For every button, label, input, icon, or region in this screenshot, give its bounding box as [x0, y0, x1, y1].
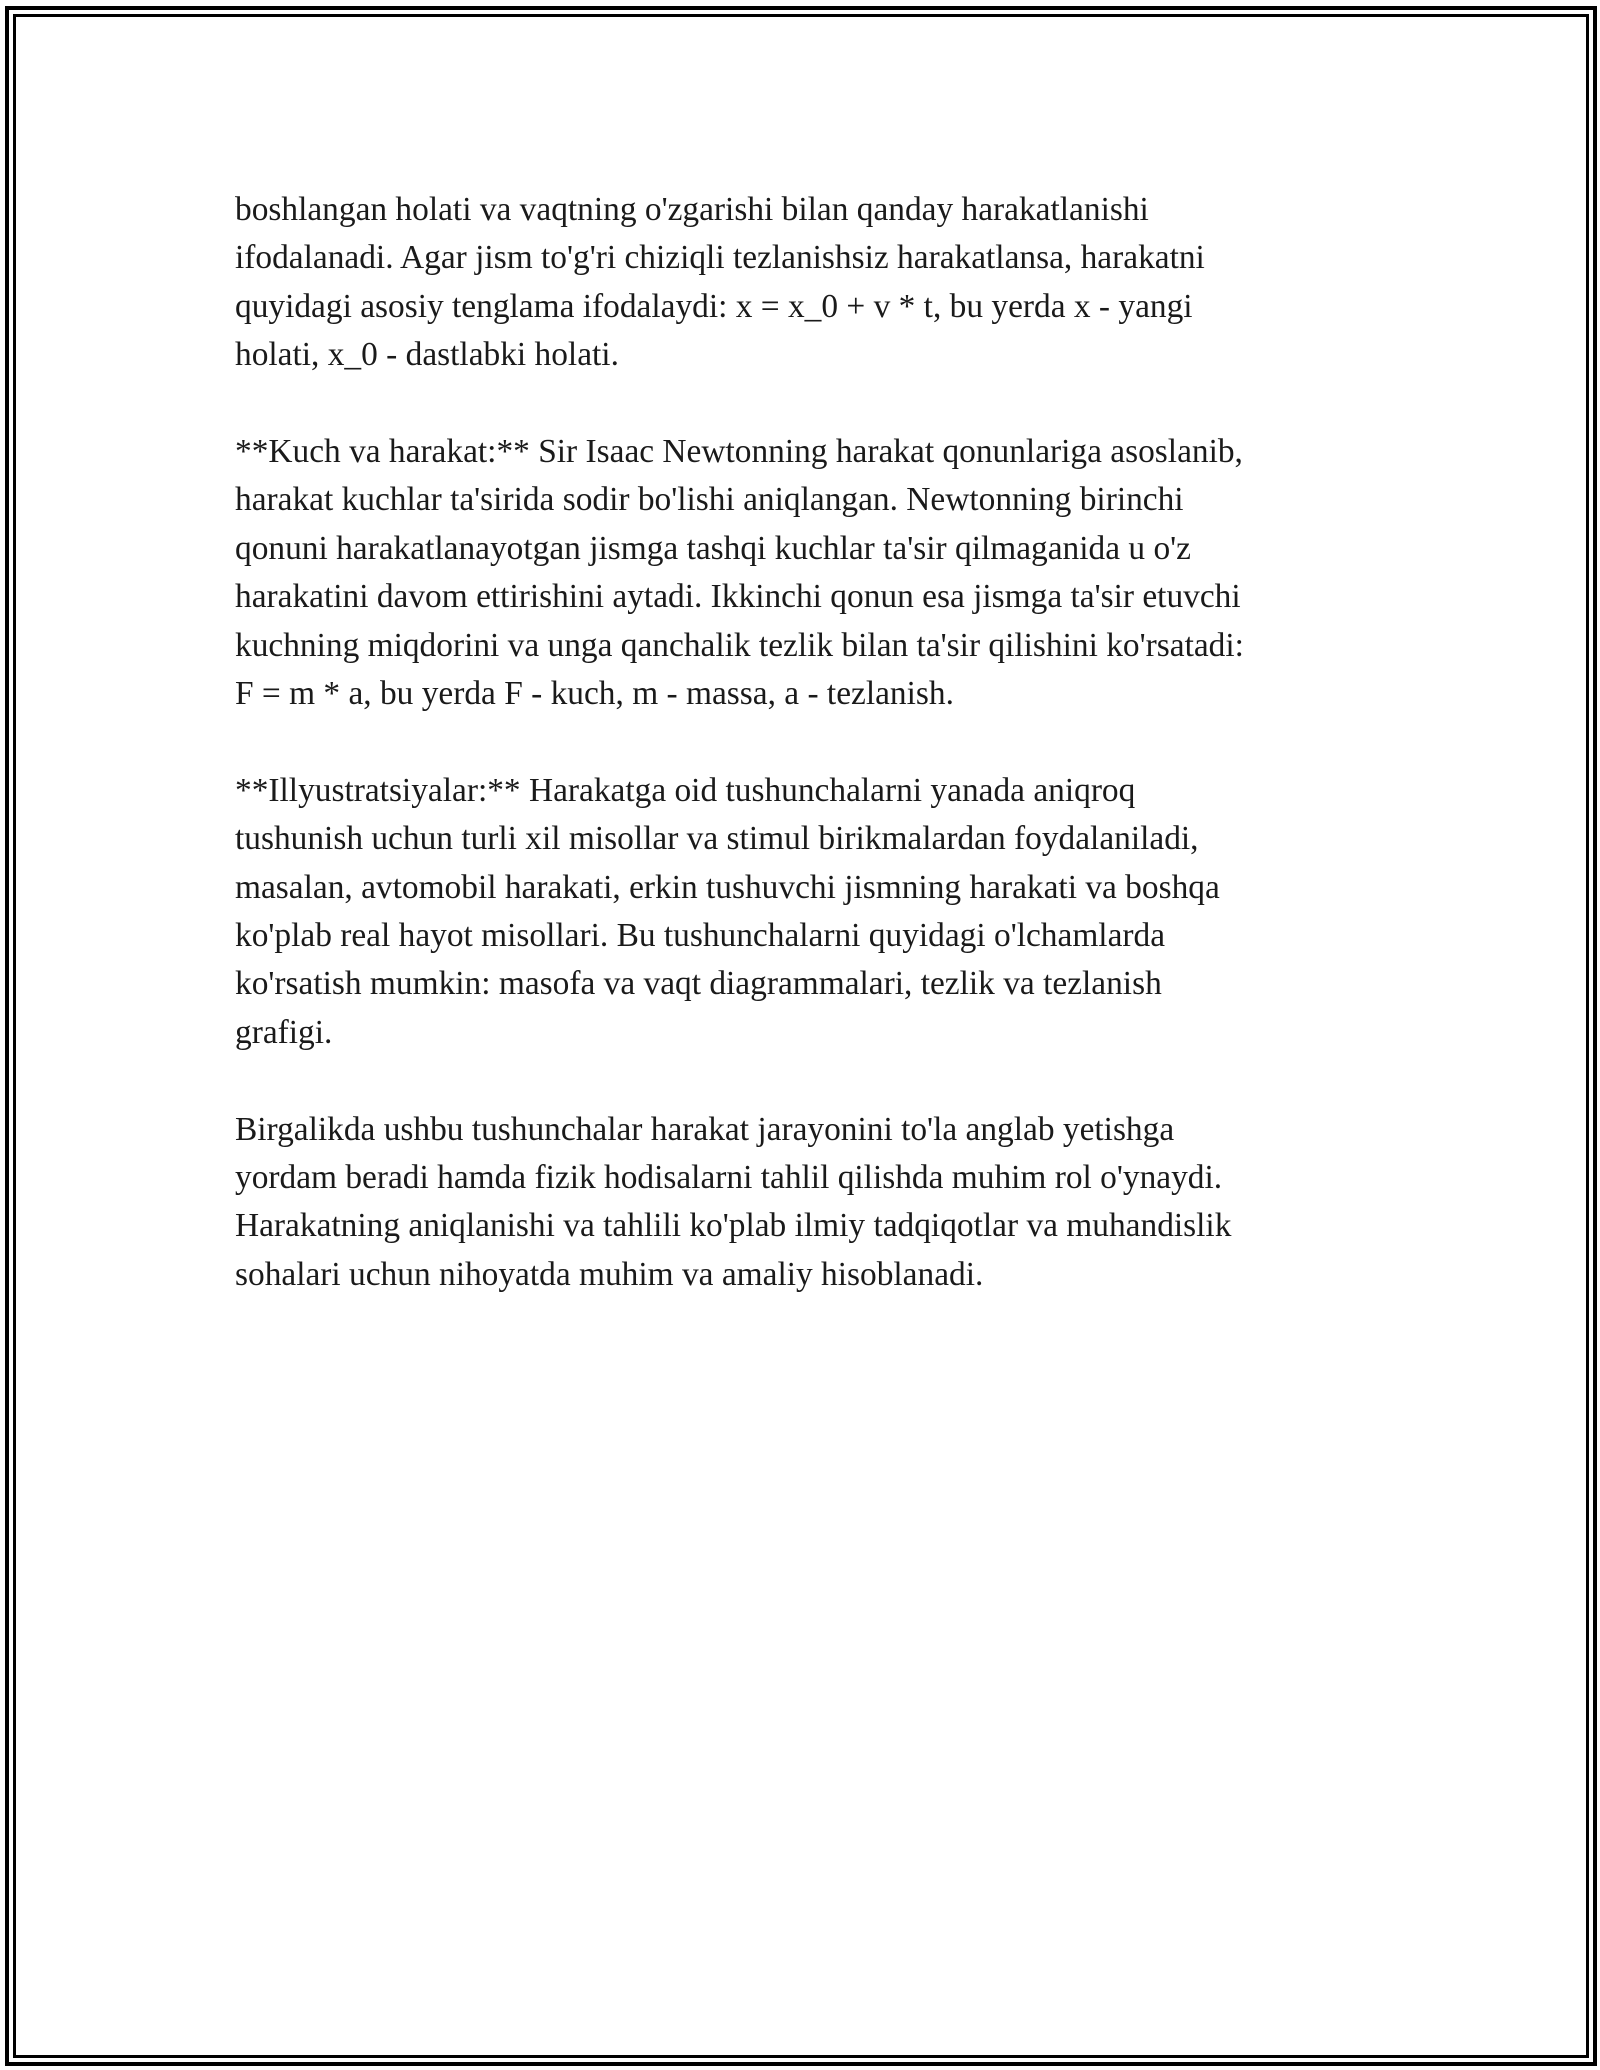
- text-line: masalan, avtomobil harakati, erkin tushuvchi jismning harakati va boshqa: [235, 868, 1220, 906]
- text-line: tushunish uchun turli xil misollar va stimul birikmalardan foydalaniladi,: [235, 820, 1199, 858]
- text-line: ko'plab real hayot misollari. Bu tushunchalarni quyidagi o'lchamlarda: [235, 917, 1166, 955]
- text-line: qonuni harakatlanayotgan jismga tashqi kuchlar ta'sir qilmaganida u o'z: [235, 529, 1191, 567]
- paragraph-illustrations: [235, 767, 1375, 1057]
- text-line: sohalari uchun nihoyatda muhim va amaliy hisoblanadi.: [235, 1255, 984, 1293]
- text-line: Birgalikda ushbu tushunchalar harakat jarayonini to'la anglab yetishga: [235, 1110, 1175, 1148]
- text-line: harakat kuchlar ta'sirida sodir bo'lishi aniqlangan. Newtonning birinchi: [235, 481, 1184, 519]
- text-line: holati, x_0 - dastlabki holati.: [235, 336, 619, 374]
- text-line: yordam beradi hamda fizik hodisalarni tahlil qilishda muhim rol o'ynaydi.: [235, 1159, 1223, 1197]
- text-line: ifodalanadi. Agar jism to'g'ri chiziqli tezlanishsiz harakatlansa, harakatni: [235, 239, 1205, 277]
- paragraph-gap: [235, 1057, 1375, 1105]
- text-line: Harakatning aniqlanishi va tahlili ko'plab ilmiy tadqiqotlar va muhandislik: [235, 1207, 1232, 1245]
- paragraph-motion-equation: [235, 186, 1375, 380]
- text-line: **Kuch va harakat:** Sir Isaac Newtonning harakat qonunlariga asoslanib,: [235, 433, 1243, 471]
- text-line: ko'rsatish mumkin: masofa va vaqt diagrammalari, tezlik va tezlanish: [235, 965, 1162, 1003]
- text-line: kuchning miqdorini va unga qanchalik tezlik bilan ta'sir qilishini ko'rsatadi:: [235, 626, 1244, 664]
- paragraph-gap: [235, 380, 1375, 428]
- document-body: [235, 186, 1375, 1299]
- paragraph-conclusion: [235, 1106, 1375, 1300]
- text-line: harakatini davom ettirishini aytadi. Ikkinchi qonun esa jismga ta'sir etuvchi: [235, 578, 1241, 616]
- text-line: F = m * a, bu yerda F - kuch, m - massa, a - tezlanish.: [235, 675, 954, 713]
- text-line: boshlangan holati va vaqtning o'zgarishi bilan qanday harakatlanishi: [235, 191, 1149, 228]
- text-line: quyidagi asosiy tenglama ifodalaydi: x = x_0 + v * t, bu yerda x - yangi: [235, 287, 1193, 325]
- text-line: **Illyustratsiyalar:** Harakatga oid tushunchalarni yanada aniqroq: [235, 771, 1136, 809]
- paragraph-gap: [235, 718, 1375, 766]
- paragraph-force-and-motion: [235, 428, 1375, 718]
- text-line: grafigi.: [235, 1013, 333, 1051]
